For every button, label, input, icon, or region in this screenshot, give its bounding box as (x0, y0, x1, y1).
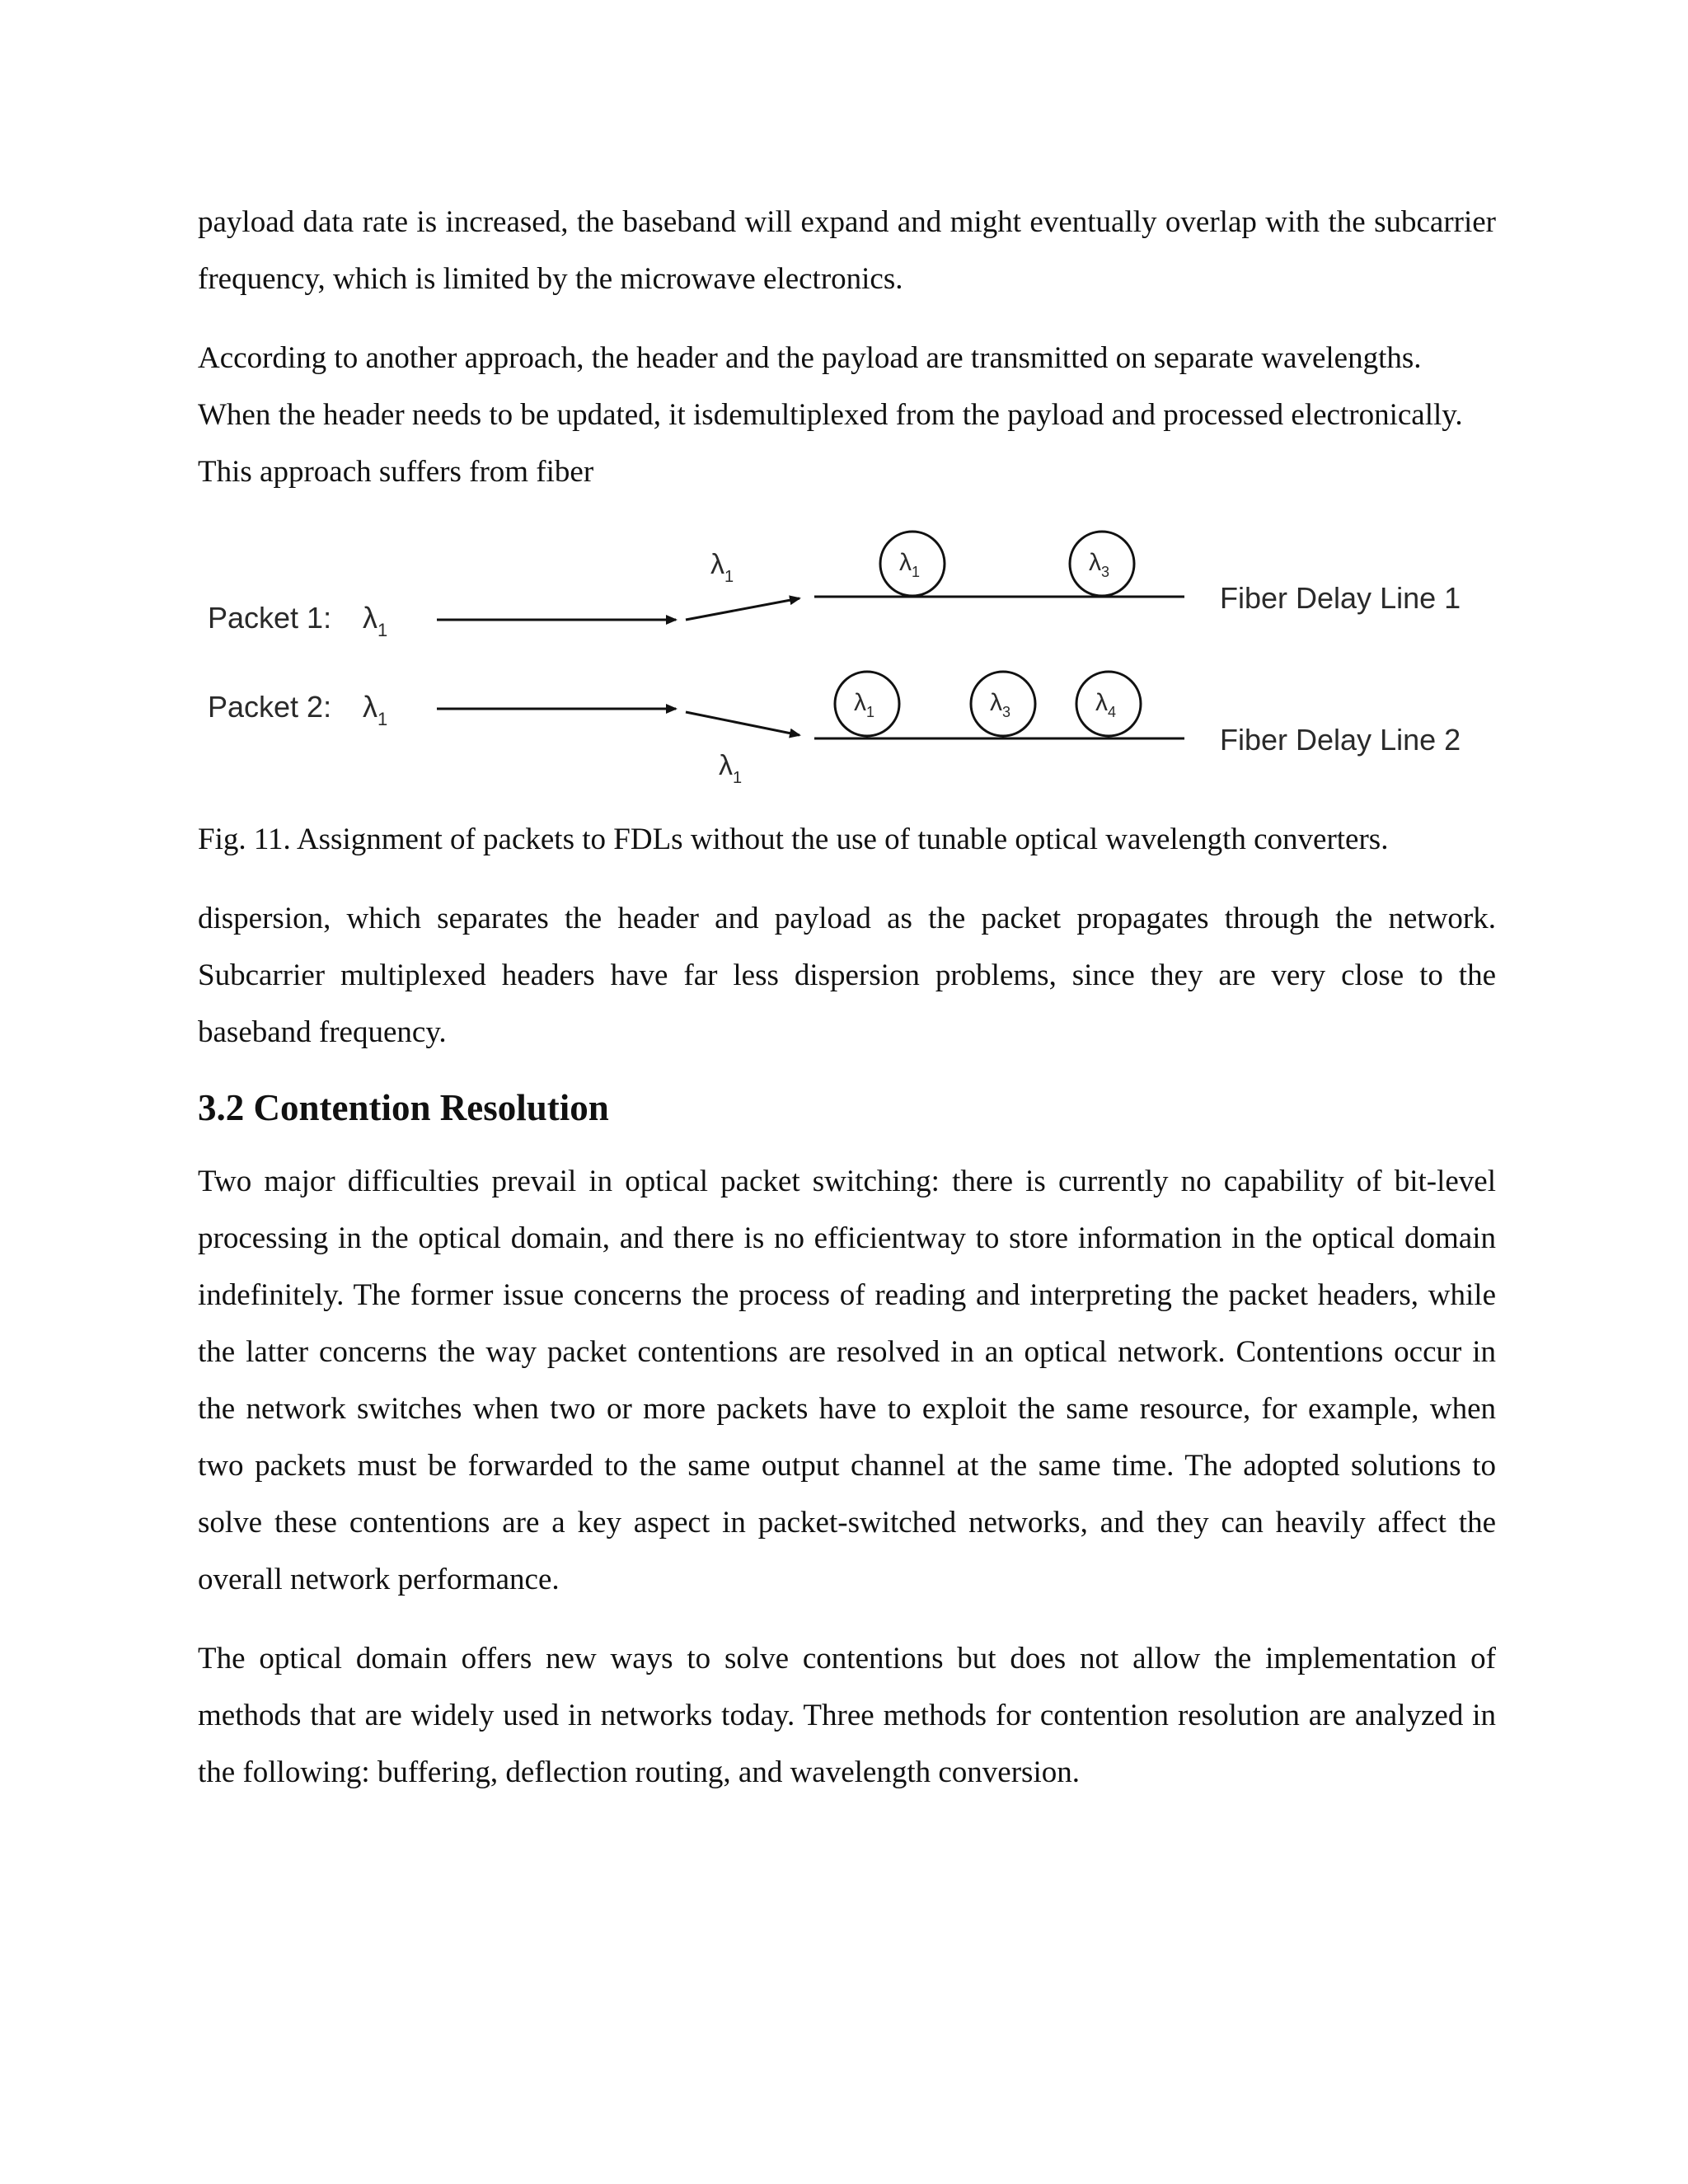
figure-11 (198, 523, 1496, 803)
lambda-subscript: 1 (866, 704, 875, 720)
lambda-symbol: λ (710, 549, 724, 580)
packet-1-lambda (363, 601, 387, 640)
packet-2-label: Packet 2: (208, 690, 332, 724)
lambda-symbol: λ (1089, 549, 1101, 576)
lambda-subscript: 1 (377, 709, 388, 729)
lambda-symbol: λ (1095, 689, 1108, 716)
packet-1-label: Packet 1: (208, 601, 332, 635)
lambda-symbol: λ (899, 549, 912, 576)
branch-2-lambda (719, 750, 742, 787)
paragraph-4: Two major difficulties prevail in optical packet switching: there is currently no capability of bit-level processing in the optical domain, and there is no efficientway to store information in the optical domain indefinitely. The former issue concerns the process of reading and interpreting the packet headers, while the latter concerns the way packet contentions are resolved in an optical network. Contentions occur in the network switches when two or more packets have to exploit the same resource, for example, when two packets must be forwarded to the same output channel at the same time. The adopted solutions to solve these contentions are a key aspect in packet-switched networks, and they can heavily affect the overall network performance. (198, 1165, 1496, 1596)
paragraph-2: According to another approach, the header and the payload are transmitted on separate wavelengths. When the header needs to be updated, it isdemultiplexed from the payload and processed electronically. This approach suffers from fiber (198, 341, 1463, 489)
lambda-subscript: 3 (1002, 704, 1011, 720)
lambda-subscript: 1 (377, 620, 388, 640)
paragraph-5: The optical domain offers new ways to solve contentions but does not allow the implementation of methods that are widely used in networks today. Three methods for contention resolution are analyzed in the following: buffering, deflection routing, and wavelength conversion. (198, 1642, 1496, 1789)
lambda-subscript: 1 (912, 564, 921, 580)
lambda-symbol: λ (363, 690, 377, 724)
branch-1-lambda (710, 549, 734, 586)
fiber-delay-line-2-label: Fiber Delay Line 2 (1220, 723, 1461, 757)
lambda-subscript: 1 (733, 769, 743, 787)
packet-2-lambda (363, 690, 387, 729)
lambda-subscript: 1 (724, 568, 734, 586)
packet-1-branch-arrow (686, 598, 799, 620)
section-heading: 3.2 Contention Resolution (198, 1087, 609, 1128)
fiber-delay-line-1-label: Fiber Delay Line 1 (1220, 581, 1461, 615)
paragraph-1: payload data rate is increased, the baseband will expand and might eventually overlap with the subcarrier frequency, which is limited by the microwave electronics. (198, 205, 1496, 296)
fdl-diagram (198, 523, 1496, 803)
document-page (198, 194, 1496, 1823)
lambda-subscript: 3 (1101, 564, 1110, 580)
lambda-symbol: λ (719, 750, 733, 781)
lambda-symbol: λ (990, 689, 1002, 716)
lambda-subscript: 4 (1108, 704, 1117, 720)
lambda-symbol: λ (363, 601, 377, 635)
lambda-symbol: λ (854, 689, 866, 716)
figure-caption: Fig. 11. Assignment of packets to FDLs without the use of tunable optical wavelength converters. (198, 823, 1389, 856)
packet-2-branch-arrow (686, 712, 799, 735)
paragraph-3: dispersion, which separates the header and payload as the packet propagates through the network. Subcarrier multiplexed headers have far less dispersion problems, since they are very close to the baseband frequency. (198, 902, 1496, 1049)
